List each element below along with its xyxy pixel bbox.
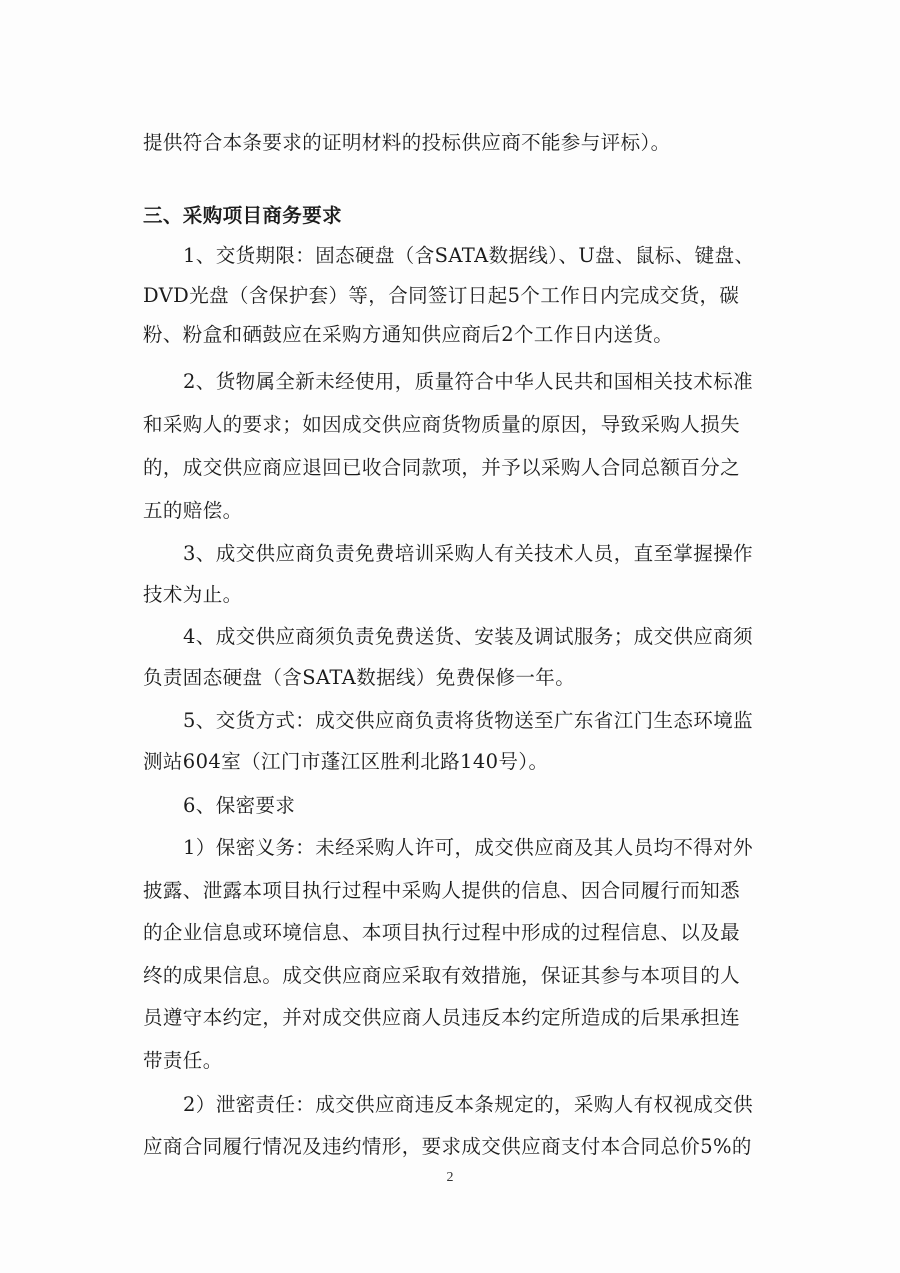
text-line: 3、成交供应商负责免费培训采购人有关技术人员，直至掌握操作 — [183, 542, 754, 565]
text-line: 终的成果信息。成交供应商应采取有效措施，保证其参与本项目的人 — [143, 964, 741, 987]
text-line: DVD光盘（含保护套）等，合同签订日起5个工作日内完成交货，碳 — [143, 284, 740, 307]
text-line: 4、成交供应商须负责免费送货、安装及调试服务；成交供应商须 — [183, 625, 754, 648]
text-line: 2、货物属全新未经使用，质量符合中华人民共和国相关技术标准 — [183, 370, 754, 393]
text-line: 员遵守本约定，并对成交供应商人员违反本约定所造成的后果承担连 — [143, 1006, 741, 1029]
text-line: 五的赔偿。 — [143, 499, 243, 522]
text-line: 6、保密要求 — [183, 794, 296, 817]
text-line: 带责任。 — [143, 1049, 223, 1072]
text-line: 粉、粉盒和硒鼓应在采购方通知供应商后2个工作日内送货。 — [143, 323, 674, 346]
text-line: 2）泄密责任：成交供应商违反本条规定的，采购人有权视成交供 — [183, 1093, 754, 1116]
text-line: 1、交货期限：固态硬盘（含SATA数据线）、U盘、鼠标、键盘、 — [183, 244, 755, 267]
text-line: 的企业信息或环境信息、本项目执行过程中形成的过程信息、以及最 — [143, 921, 741, 944]
text-line: 负责固态硬盘（含SATA数据线）免费保修一年。 — [143, 666, 576, 689]
page-number: 2 — [446, 1170, 454, 1185]
text-line: 和采购人的要求；如因成交供应商货物质量的原因，导致采购人损失 — [143, 413, 741, 436]
text-line: 测站604室（江门市蓬江区胜利北路140号）。 — [143, 750, 549, 773]
section-heading: 三、采购项目商务要求 — [143, 204, 343, 227]
text-line: 技术为止。 — [143, 583, 243, 606]
text-line: 应商合同履行情况及违约情形，要求成交供应商支付本合同总价5%的 — [143, 1135, 752, 1158]
text-line: 提供符合本条要求的证明材料的投标供应商不能参与评标）。 — [143, 131, 671, 154]
text-line: 5、交货方式：成交供应商负责将货物送至广东省江门生态环境监 — [183, 709, 754, 732]
text-line: 披露、泄露本项目执行过程中采购人提供的信息、因合同履行而知悉 — [143, 879, 741, 902]
text-line: 的，成交供应商应退回已收合同款项，并予以采购人合同总额百分之 — [143, 456, 741, 479]
text-line: 1）保密义务：未经采购人许可，成交供应商及其人员均不得对外 — [183, 836, 754, 859]
